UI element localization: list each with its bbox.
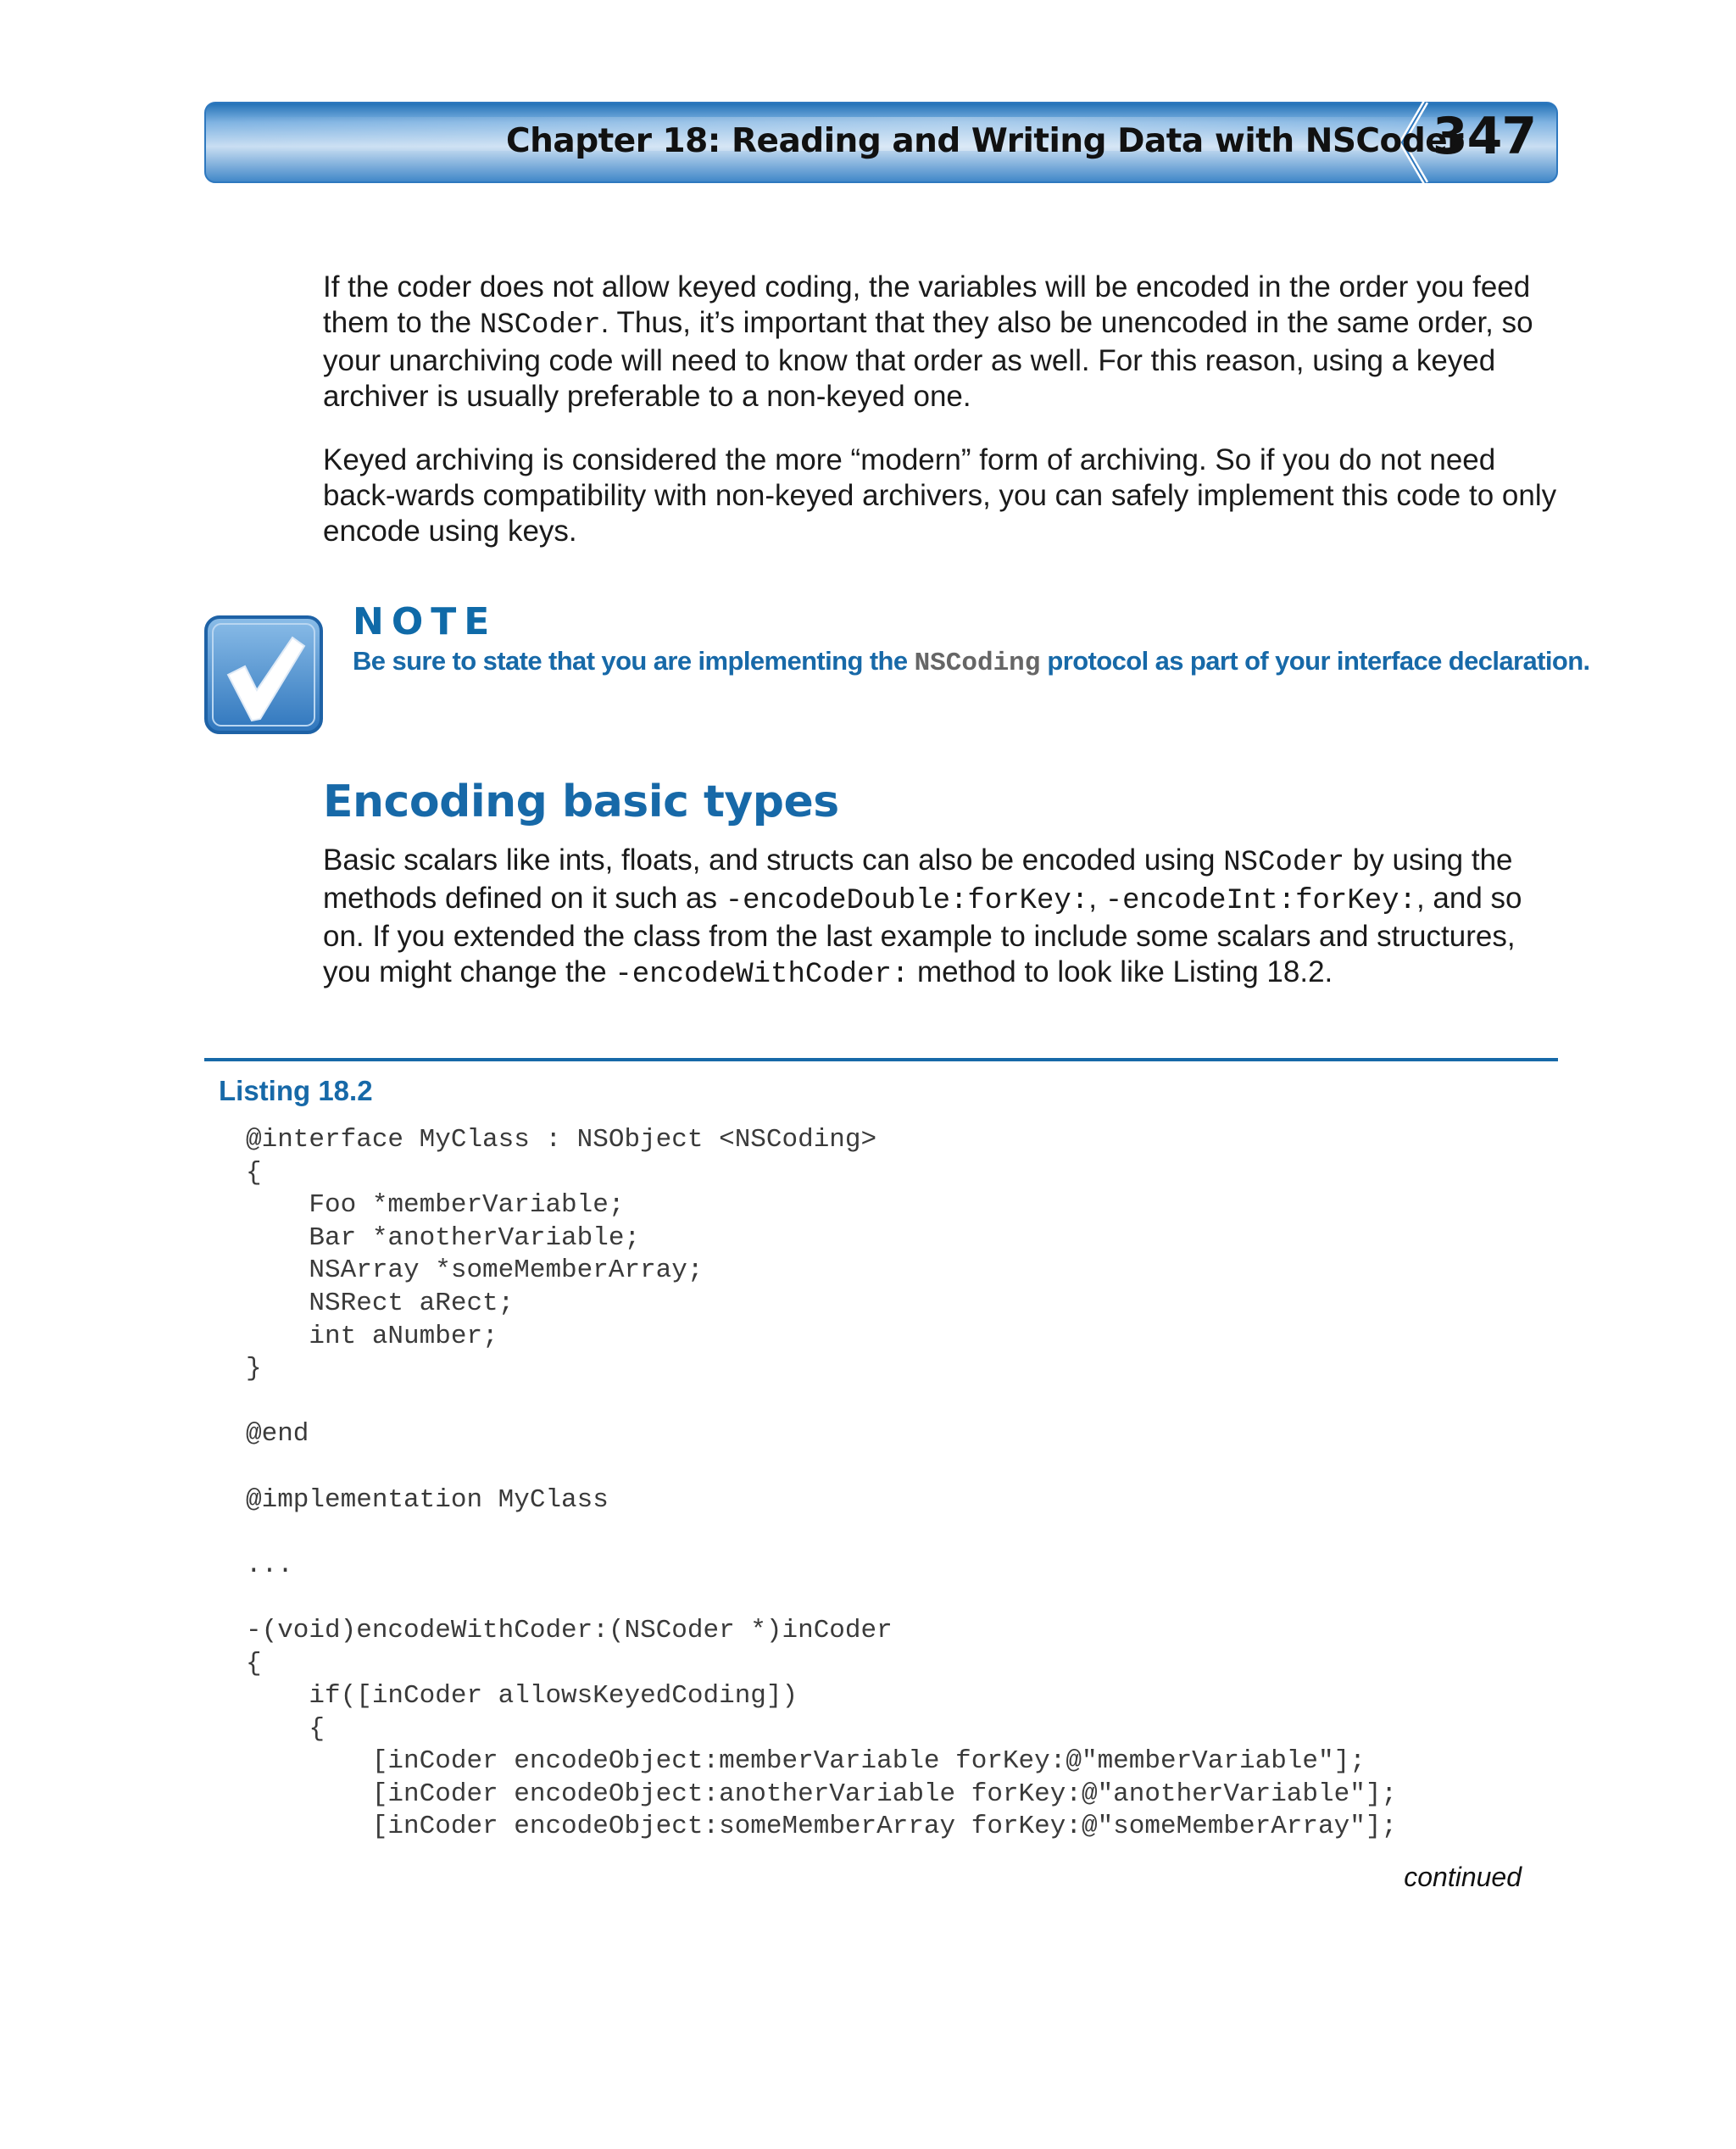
note-text [353,646,1590,678]
text-run: by using the methods defined on it such as [323,843,1513,915]
chapter-title: Chapter 18: Reading and Writing Data with NSCoder [506,122,1463,160]
paragraph-modern-archiving: Keyed archiving is considered the more “modern” form of archiving. So if you do not need back-wards compatibility with non-keyed archivers, you can safely implement this code to only encode using keys. [323,443,1557,548]
continued-label: continued [1404,1862,1522,1892]
code-term: -encodeInt:forKey: [1104,885,1416,917]
text-run: protocol as part of your interface declaration. [1040,646,1590,676]
code-term: NSCoding [914,649,1041,678]
code-term: NSCoder [1223,847,1345,879]
paragraph-keyed-coding [323,270,1561,415]
note-label: NOTE [353,600,498,643]
text-run: , [1088,882,1105,915]
text-run: Basic scalars like ints, floats, and structs can also be encoded using [323,843,1224,877]
page-number: 347 [1432,107,1537,166]
code-term: NSCoder [479,309,601,342]
listing-divider [204,1058,1558,1061]
text-run: Be sure to state that you are implementing the [353,646,915,676]
code-term: -encodeWithCoder: [615,959,910,991]
text-run: . Thus, it’s important that they also be unencoded in the same order, so your unarchiving code will need to know that order as well. For this reason, using a keyed archiver is usually preferable to a non-keyed one. [323,306,1533,413]
text-run: method to look like Listing 18.2. [909,955,1333,988]
chapter-header [204,102,1558,183]
section-heading: Encoding basic types [323,777,839,827]
paragraph-basic-scalars [323,843,1561,993]
listing-label: Listing 18.2 [219,1075,373,1106]
code-term: -encodeDouble:forKey: [725,885,1089,917]
code-listing: @interface MyClass : NSObject <NSCoding> { Foo *memberVariable; Bar *anotherVariable; NSArray *someMemberArray; NSRect aRect; int aNumber; } @end @implementation MyClass ... -(void)encodeWithCoder:(NSCoder *)inCoder { if([inCoder allowsKeyedCoding]) { [inCoder encodeObject:memberVariable forKey:@"memberVariable"]; [inCoder encodeObject:anotherVariable forKey:@"anotherVariable"]; [inCoder encodeObject:someMemberArray forKey:@"someMemberArray"]; [246,1125,1398,1842]
text-run: If the coder does not allow keyed coding, the variables will be encoded in the order you feed them to the [323,270,1531,339]
checkmark-icon [204,615,323,734]
text-run: , and so on. If you extended the class from the last example to include some scalars and structures, you might change the [323,882,1522,988]
